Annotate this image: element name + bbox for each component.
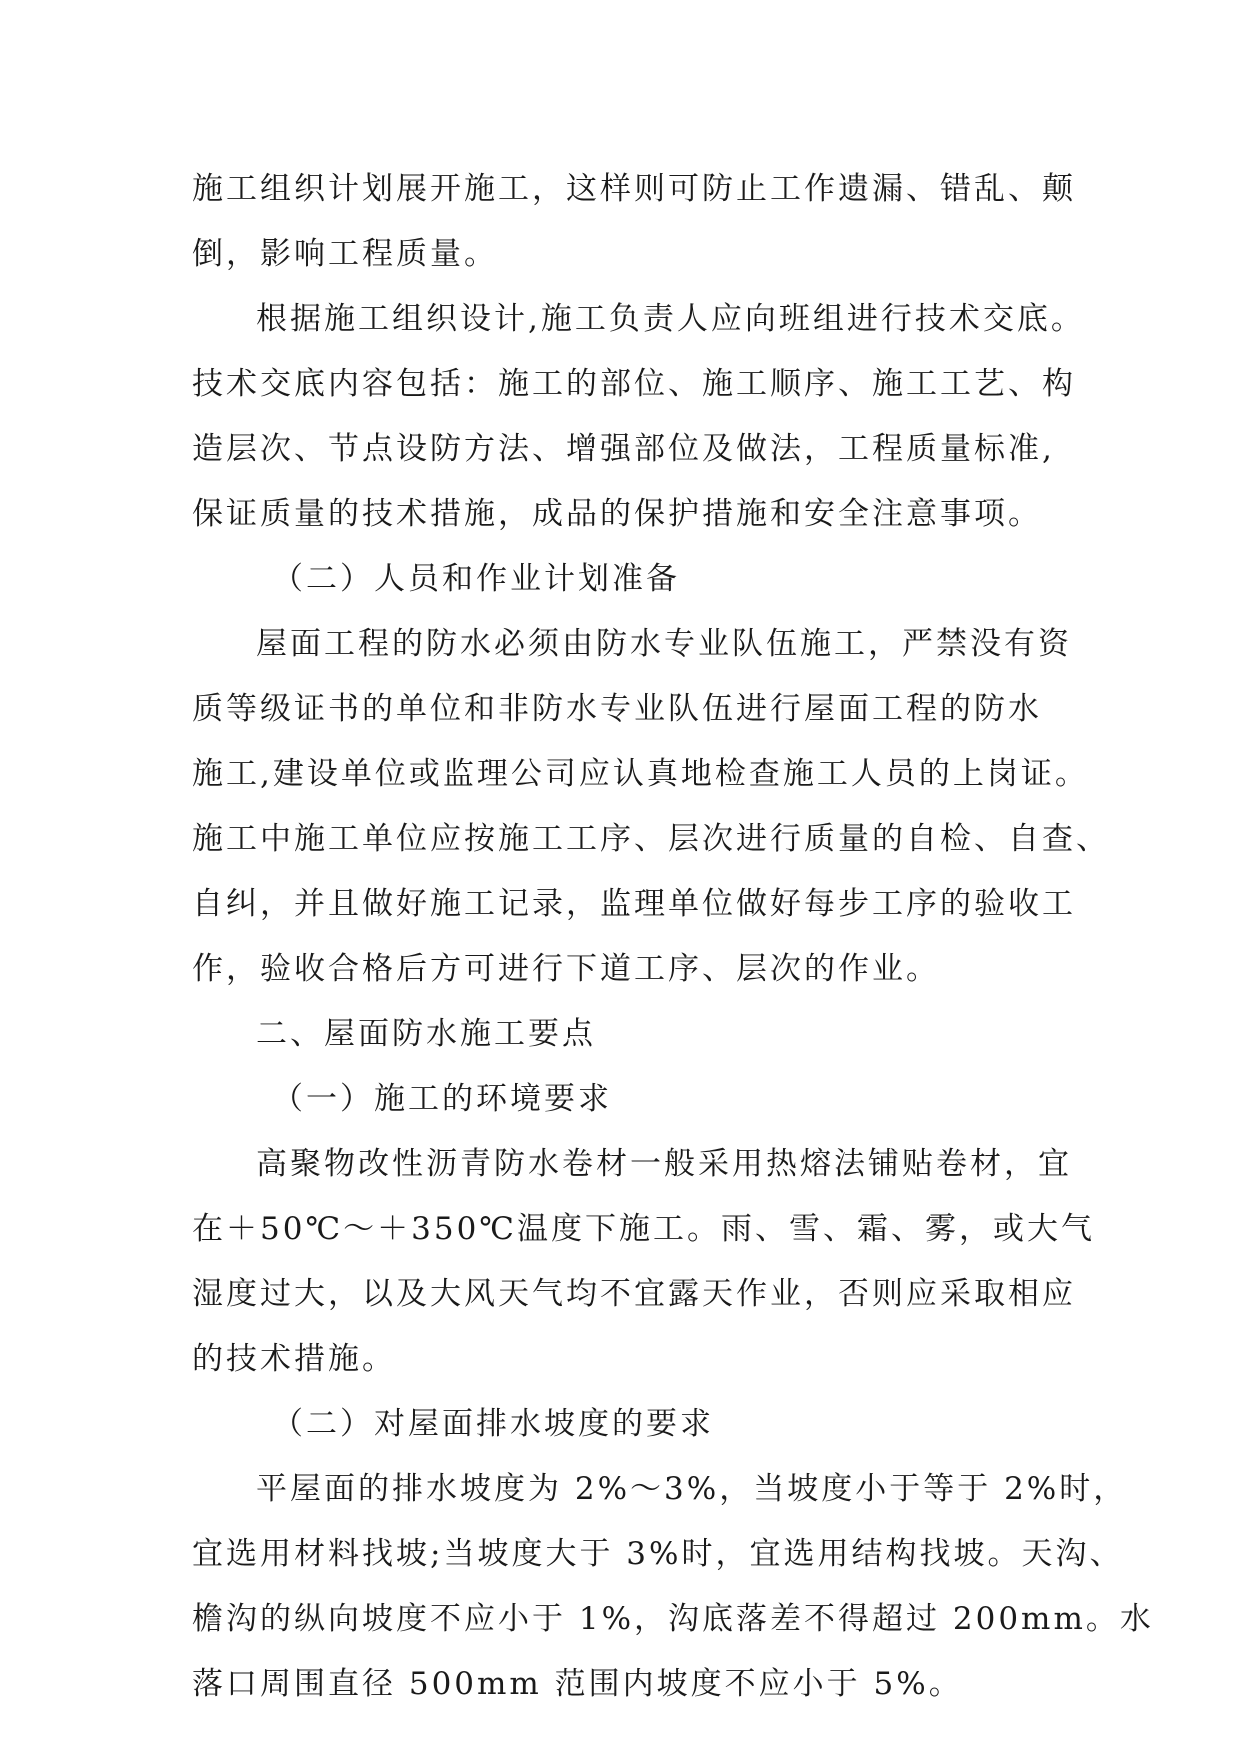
text-line: 施工,建设单位或监理公司应认真地检查施工人员的上岗证。 [192,756,1089,792]
text-line: 湿度过大，以及大风天气均不宜露天作业，否则应采取相应 [192,1276,1076,1312]
paragraph-start-line: 高聚物改性沥青防水卷材一般采用热熔法铺贴卷材，宜 [256,1146,1072,1182]
text-line: 质等级证书的单位和非防水专业队伍进行屋面工程的防水 [192,691,1042,727]
text-line: 施工组织计划展开施工，这样则可防止工作遗漏、错乱、颠 [192,171,1076,207]
text-line: 作，验收合格后方可进行下道工序、层次的作业。 [192,951,940,987]
text-line: 在＋50℃～＋350℃温度下施工。雨、雪、霜、雾，或大气 [192,1211,1095,1247]
paragraph-start-line: 屋面工程的防水必须由防水专业队伍施工，严禁没有资 [256,626,1072,662]
text-line: 檐沟的纵向坡度不应小于 1%，沟底落差不得超过 200mm。水 [192,1601,1154,1637]
paragraph-start-line: 平屋面的排水坡度为 2%～3%，当坡度小于等于 2%时， [256,1471,1128,1507]
subsection-heading: （二）对屋面排水坡度的要求 [272,1406,714,1442]
text-line: 宜选用材料找坡;当坡度大于 3%时，宜选用结构找坡。天沟、 [192,1536,1124,1572]
text-line: 技术交底内容包括：施工的部位、施工顺序、施工工艺、构 [192,366,1076,402]
paragraph-start-line: 根据施工组织设计,施工负责人应向班组进行技术交底。 [256,301,1085,337]
section-heading: 二、屋面防水施工要点 [256,1016,596,1052]
text-line: 的技术措施。 [192,1341,396,1377]
document-page [192,157,1154,1717]
subsection-heading: （二）人员和作业计划准备 [272,561,680,597]
text-line: 造层次、节点设防方法、增强部位及做法，工程质量标准, [192,431,1055,467]
text-line: 保证质量的技术措施，成品的保护措施和安全注意事项。 [192,496,1042,532]
text-line: 自纠，并且做好施工记录，监理单位做好每步工序的验收工 [192,886,1076,922]
text-line: 落口周围直径 500mm 范围内坡度不应小于 5%。 [192,1666,963,1702]
text-line: 倒，影响工程质量。 [192,236,498,272]
subsection-heading: （一）施工的环境要求 [272,1081,612,1117]
text-line: 施工中施工单位应按施工工序、层次进行质量的自检、自查、 [192,821,1110,857]
